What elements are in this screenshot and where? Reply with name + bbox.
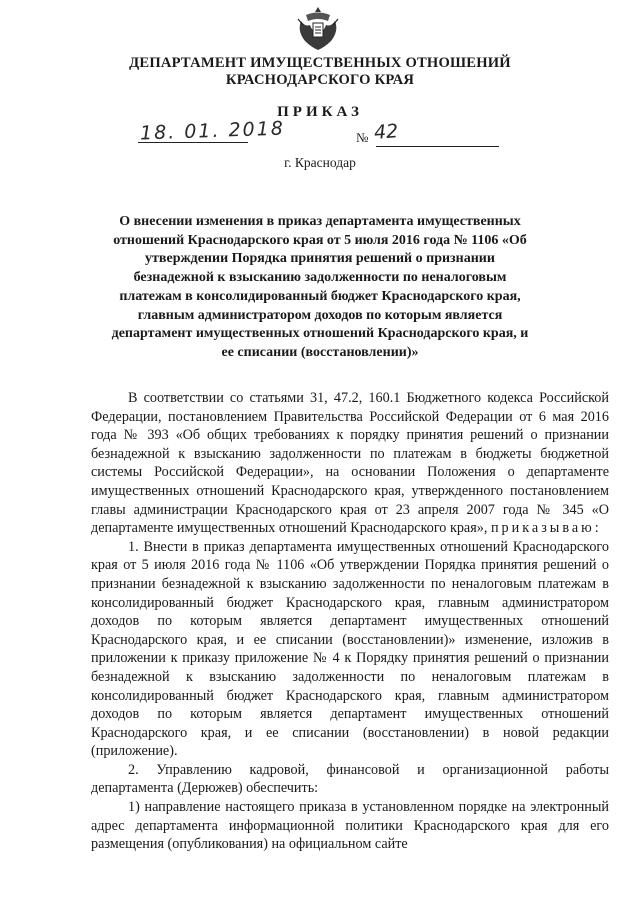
coat-of-arms-emblem	[293, 3, 343, 53]
preamble-paragraph	[91, 389, 609, 538]
order-date: 18. 01. 2018	[139, 117, 286, 145]
number-label: №	[356, 130, 369, 145]
item-2-1: 1) направление настоящего приказа в установленном порядке на электронный адрес департамента информационной политики Краснодарского края для его размещения (опубликования) на официальном сайте	[91, 799, 609, 853]
order-title: О внесении изменения в приказ департамента имущественных отношений Краснодарского края от 5 июля 2016 года № 1106 «Об утверждении Порядка принятия решений о признании безнадежной к взысканию задолженности по неналоговым платежам в консолидированный бюджет Краснодарского края, главным администратором доходов по которым является департамент имущественных отношений Краснодарского края, и ее списании (восстановлении)»	[111, 214, 529, 360]
order-number: 42	[373, 120, 399, 144]
preamble-text: В соответствии со статьями 31, 47.2, 160.1 Бюджетного кодекса Российской Федерации, постановлением Правительства Российской Федерации от 6 мая 2016 года № 393 «Об общих требованиях к порядку принятия решений о признании безнадежной к взысканию задолженности по платежам в бюджеты бюджетной системы Российской Федерации», на основании Положения о департаменте имущественных отношений Краснодарского края, утвержденного постановлением главы администрации Краснодарского края от 23 апреля 2007 года № 345 «О департаменте имущественных отношений Краснодарского края»,	[91, 390, 609, 537]
document-type: ПРИКАЗ	[277, 104, 363, 120]
city: г. Краснодар	[284, 155, 356, 170]
order-word: приказываю:	[490, 520, 602, 537]
item-1: 1. Внести в приказ департамента имущественных отношений Краснодарского края от 5 июля 2016 года № 1106 «Об утверждении Порядка принятия решений о признании безнадежной к взысканию задолженности по неналоговым платежам в консолидированный бюджет Краснодарского края, главным администратором доходов по которым является департамент имущественных отношений Краснодарского края, и ее списании (восстановлении)» изменение, изложив в приложении к приказу приложение № 4 к Порядку принятия решений о признании безнадежной к взысканию задолженности по неналоговым платежам в консолидированный бюджет Краснодарского края, главным администратором доходов по которым является департамент имущественных отношений Краснодарского края, и ее списании (восстановлении) в новой редакции (приложение).	[91, 538, 609, 760]
order-body	[91, 389, 609, 854]
department-line-1: ДЕПАРТАМЕНТ ИМУЩЕСТВЕННЫХ ОТНОШЕНИЙ	[129, 55, 511, 71]
number-underline	[376, 146, 499, 147]
department-line-2: КРАСНОДАРСКОГО КРАЯ	[225, 72, 415, 88]
date-underline	[138, 142, 248, 143]
department-heading	[80, 55, 560, 89]
item-2: 2. Управлению кадровой, финансовой и организационной работы департамента (Дерюжев) обеспечить:	[91, 761, 609, 797]
